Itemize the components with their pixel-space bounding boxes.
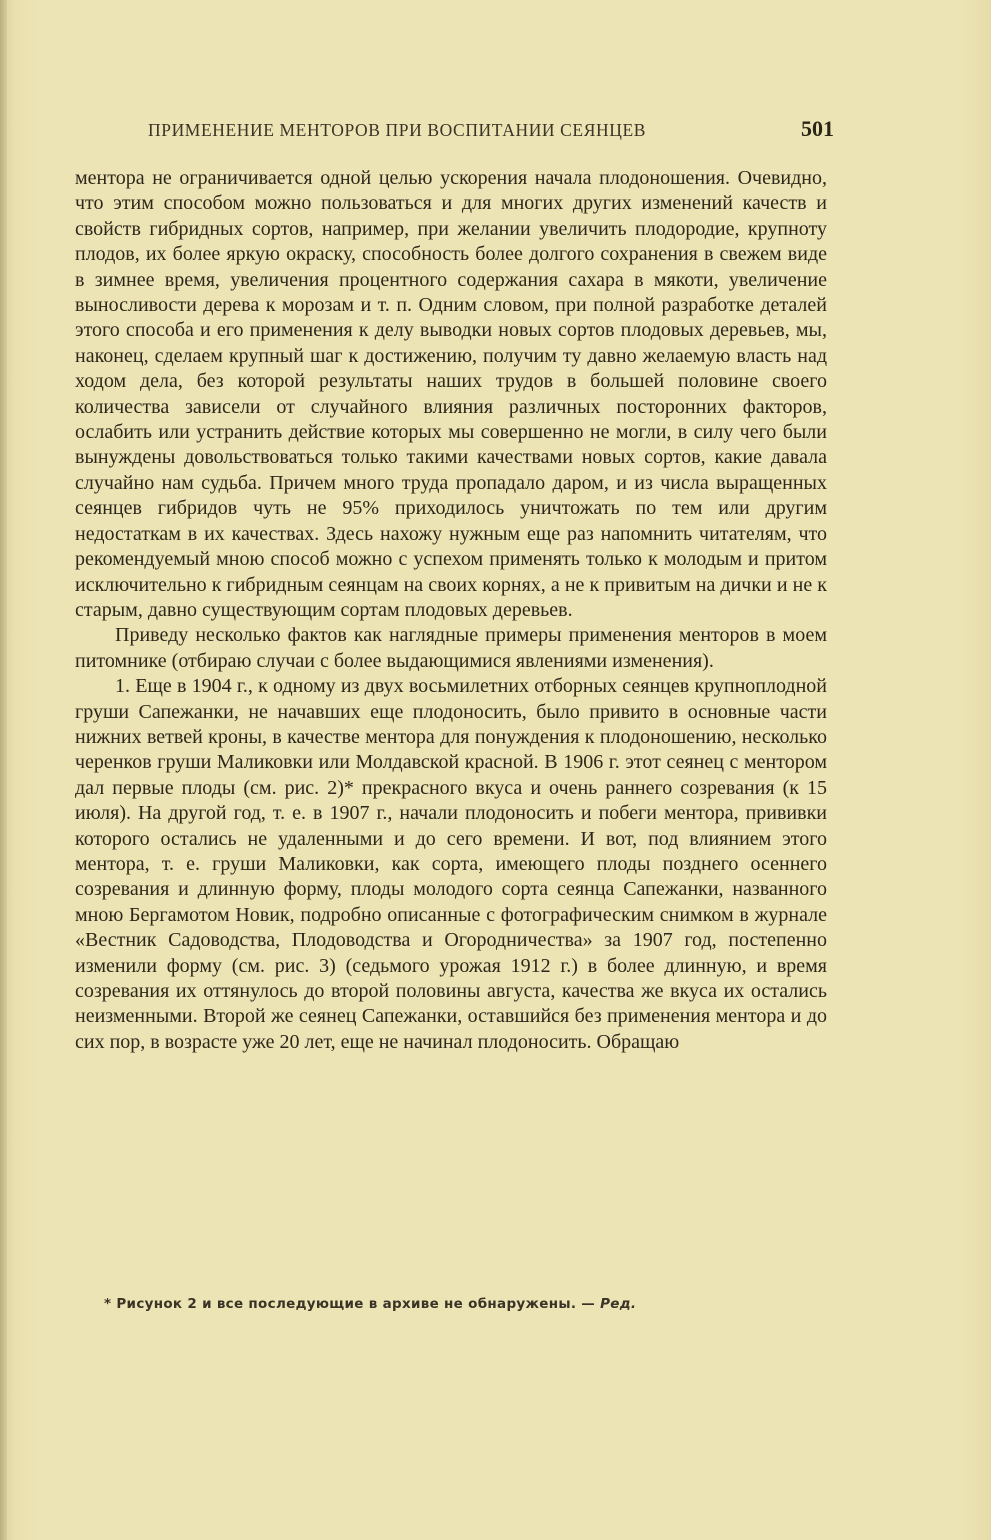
paragraph-examples-intro: Приведу несколько фактов как наглядные примеры применения менторов в моем питомнике (отбираю случаи с более выдающимися явлениями изменения). xyxy=(75,624,827,672)
body-text xyxy=(75,166,827,1055)
running-title: ПРИМЕНЕНИЕ МЕНТОРОВ ПРИ ВОСПИТАНИИ СЕЯНЦЕВ xyxy=(148,120,647,140)
footnote-text: * Рисунок 2 и все последующие в архиве не обнаружены. — xyxy=(104,1296,596,1312)
footnote-editor-mark: Ред. xyxy=(600,1296,637,1312)
page-number: 501 xyxy=(801,116,834,141)
paragraph-continuation: ментора не ограничивается одной целью ускорения начала плодоношения. Очевидно, что этим способом можно пользоваться и для многих других изменений качеств и свойств гибридных сортов, например, при желании увеличить плодородие, крупноту плодов, их более яркую окраску, способность более долгого сохранения в свежем виде в зимнее время, увеличения процентного содержания сахара в мякоти, увеличение выносливости дерева к морозам и т. п. Одним словом, при полной разработке деталей этого способа и его применения к делу выводки новых сортов плодовых деревьев, мы, наконец, сделаем крупный шаг к достижению, получим ту давно желаемую власть над ходом дела, без которой результаты наших трудов в большей половине своего количества зависели от случайного влияния различных посторонних факторов, ослабить или устранить действие которых мы совершенно не могли, в силу чего были вынуждены довольствоваться только такими качествами новых сортов, какие давала случайно нам судьба. Причем много труда пропадало даром, и из числа выращенных сеянцев гибридов чуть не 95% приходилось уничтожать по тем или другим недостаткам в их качествах. Здесь нахожу нужным еще раз напомнить читателям, что рекомендуемый мною способ можно с успехом применять только к молодым и притом исключительно к гибридным сеянцам на своих корнях, а не к привитым на дички и не к старым, давно существующим сортам плодовых деревьев. xyxy=(75,167,827,621)
footnote xyxy=(104,1296,824,1312)
page-header xyxy=(148,116,838,146)
page-spine-shadow xyxy=(0,0,7,1540)
paragraph-example-1: 1. Еще в 1904 г., к одному из двух восьмилетних отборных сеянцев крупноплодной груши Сапежанки, не начавших еще плодоносить, было привито в основные части нижних ветвей кроны, в качестве ментора для понуждения к плодоношению, несколько черенков груши Маликовки или Молдавской красной. В 1906 г. этот сеянец с ментором дал первые плоды (см. рис. 2)* прекрасного вкуса и очень раннего созревания (к 15 июля). На другой год, т. е. в 1907 г., начали плодоносить и побеги ментора, прививки которого остались не удаленными и до сего времени. И вот, под влиянием этого ментора, т. е. груши Маликовки, как сорта, имеющего плоды позднего осеннего созревания и длинную форму, плоды молодого сорта сеянца Сапежанки, названного мною Бергамотом Новик, подробно описанные с фотографическим снимком в журнале «Вестник Садоводства, Плодоводства и Огородничества» за 1907 год, постепенно изменили форму (см. рис. 3) (седьмого урожая 1912 г.) в более длинную, и время созревания их оттянулось до второй половины августа, качества же вкуса их остались неизменными. Второй же сеянец Сапежанки, оставшийся без применения ментора и до сих пор, в возрасте уже 20 лет, еще не начинал плодоносить. Обращаю xyxy=(75,675,827,1053)
